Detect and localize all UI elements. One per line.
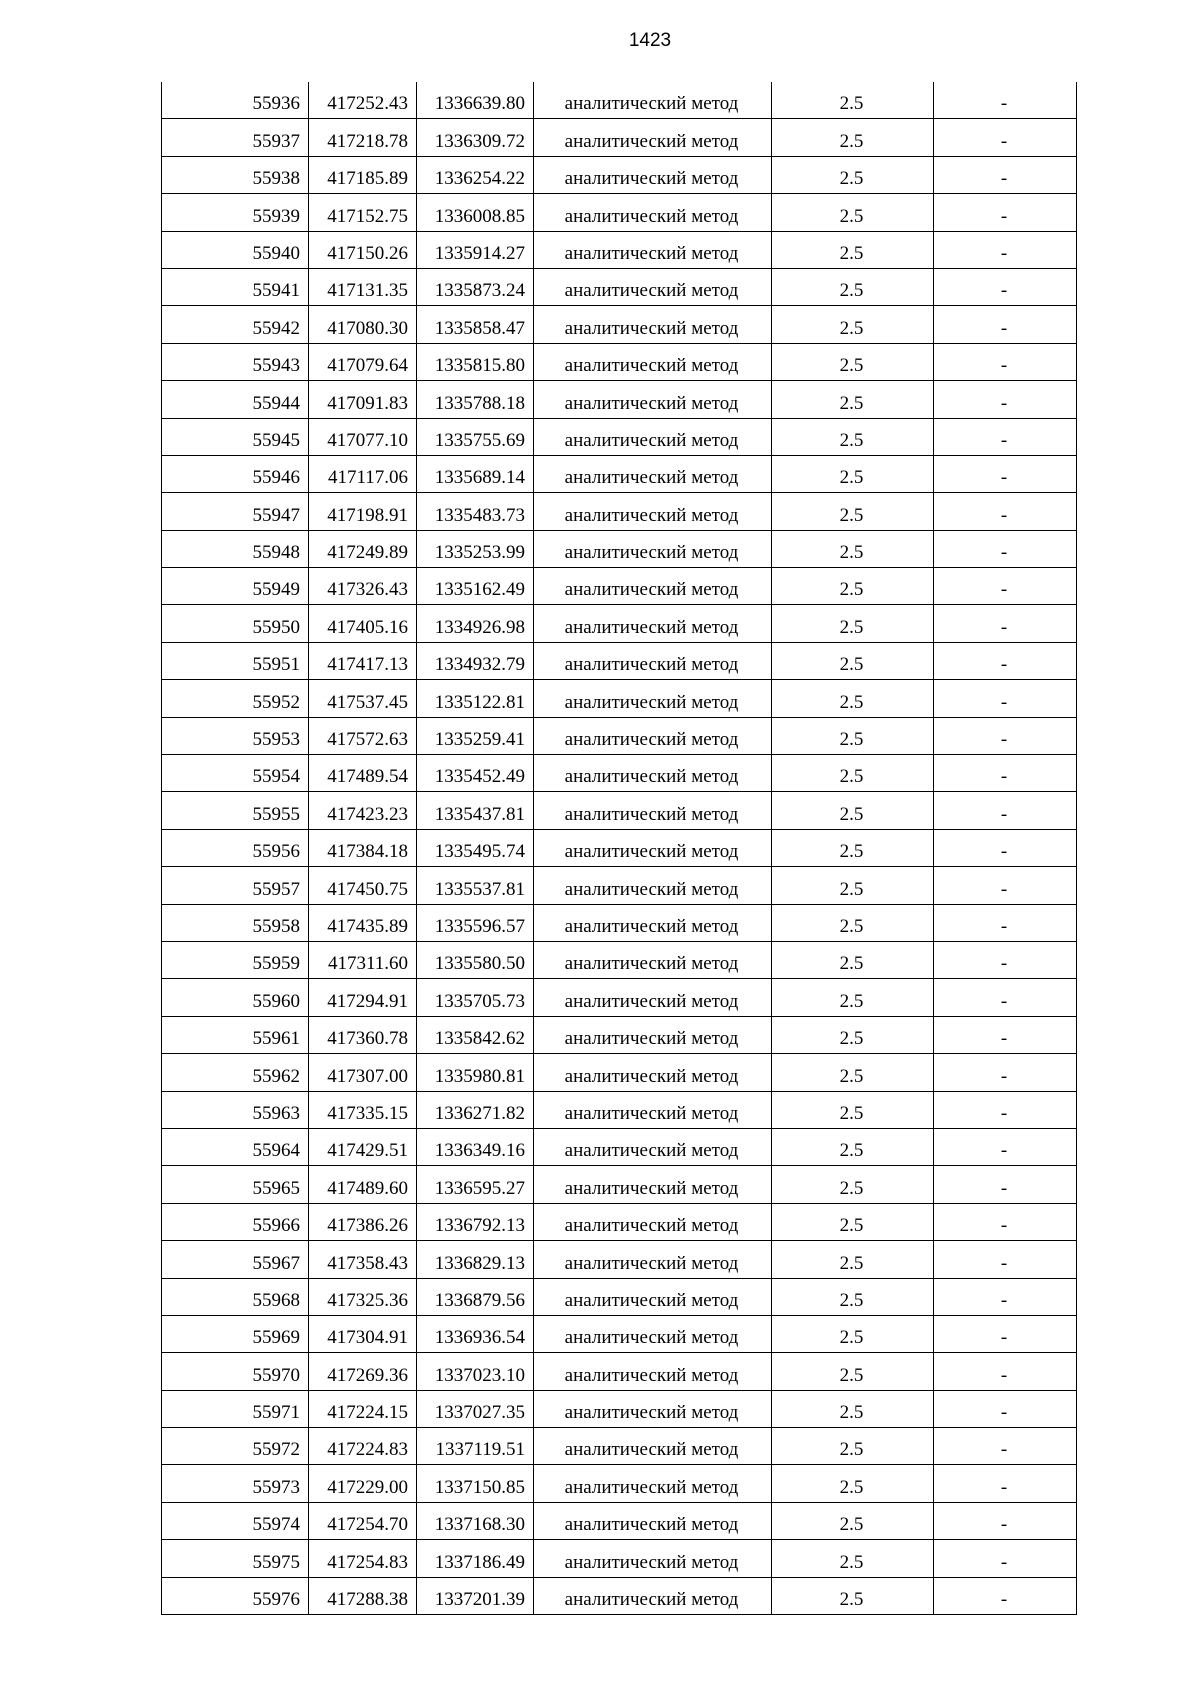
accuracy-cell: 2.5 xyxy=(772,418,934,455)
table-row xyxy=(162,642,1077,679)
x-coordinate-cell: 417450.75 xyxy=(309,867,417,904)
table-row xyxy=(162,268,1077,305)
y-coordinate-cell: 1335705.73 xyxy=(417,979,534,1016)
y-coordinate-cell: 1336879.56 xyxy=(417,1278,534,1315)
note-cell: - xyxy=(934,717,1077,754)
method-cell: аналитический метод xyxy=(534,829,772,866)
point-number-cell: 55947 xyxy=(162,493,309,530)
accuracy-cell: 2.5 xyxy=(772,1540,934,1577)
x-coordinate-cell: 417091.83 xyxy=(309,381,417,418)
method-cell: аналитический метод xyxy=(534,755,772,792)
note-cell: - xyxy=(934,605,1077,642)
y-coordinate-cell: 1335253.99 xyxy=(417,530,534,567)
note-cell: - xyxy=(934,1353,1077,1390)
x-coordinate-cell: 417307.00 xyxy=(309,1054,417,1091)
note-cell: - xyxy=(934,306,1077,343)
accuracy-cell: 2.5 xyxy=(772,82,934,119)
accuracy-cell: 2.5 xyxy=(772,194,934,231)
accuracy-cell: 2.5 xyxy=(772,381,934,418)
y-coordinate-cell: 1335452.49 xyxy=(417,755,534,792)
x-coordinate-cell: 417079.64 xyxy=(309,343,417,380)
x-coordinate-cell: 417489.60 xyxy=(309,1166,417,1203)
accuracy-cell: 2.5 xyxy=(772,717,934,754)
y-coordinate-cell: 1337150.85 xyxy=(417,1465,534,1502)
note-cell: - xyxy=(934,493,1077,530)
method-cell: аналитический метод xyxy=(534,1241,772,1278)
method-cell: аналитический метод xyxy=(534,1577,772,1614)
point-number-cell: 55968 xyxy=(162,1278,309,1315)
method-cell: аналитический метод xyxy=(534,605,772,642)
coordinates-table xyxy=(161,82,1077,1615)
y-coordinate-cell: 1335842.62 xyxy=(417,1016,534,1053)
point-number-cell: 55973 xyxy=(162,1465,309,1502)
method-cell: аналитический метод xyxy=(534,156,772,193)
x-coordinate-cell: 417429.51 xyxy=(309,1128,417,1165)
accuracy-cell: 2.5 xyxy=(772,231,934,268)
accuracy-cell: 2.5 xyxy=(772,1465,934,1502)
method-cell: аналитический метод xyxy=(534,979,772,1016)
x-coordinate-cell: 417325.36 xyxy=(309,1278,417,1315)
accuracy-cell: 2.5 xyxy=(772,1016,934,1053)
table-row xyxy=(162,455,1077,492)
accuracy-cell: 2.5 xyxy=(772,306,934,343)
accuracy-cell: 2.5 xyxy=(772,1166,934,1203)
x-coordinate-cell: 417435.89 xyxy=(309,904,417,941)
x-coordinate-cell: 417229.00 xyxy=(309,1465,417,1502)
table-row xyxy=(162,1502,1077,1539)
table-row xyxy=(162,1390,1077,1427)
method-cell: аналитический метод xyxy=(534,941,772,978)
method-cell: аналитический метод xyxy=(534,268,772,305)
point-number-cell: 55953 xyxy=(162,717,309,754)
table-row xyxy=(162,1016,1077,1053)
table-row xyxy=(162,306,1077,343)
y-coordinate-cell: 1336829.13 xyxy=(417,1241,534,1278)
table-row xyxy=(162,381,1077,418)
method-cell: аналитический метод xyxy=(534,1091,772,1128)
point-number-cell: 55949 xyxy=(162,568,309,605)
table-row xyxy=(162,568,1077,605)
accuracy-cell: 2.5 xyxy=(772,1353,934,1390)
y-coordinate-cell: 1335689.14 xyxy=(417,455,534,492)
accuracy-cell: 2.5 xyxy=(772,1390,934,1427)
note-cell: - xyxy=(934,568,1077,605)
method-cell: аналитический метод xyxy=(534,306,772,343)
accuracy-cell: 2.5 xyxy=(772,1502,934,1539)
point-number-cell: 55959 xyxy=(162,941,309,978)
point-number-cell: 55955 xyxy=(162,792,309,829)
x-coordinate-cell: 417252.43 xyxy=(309,82,417,119)
x-coordinate-cell: 417077.10 xyxy=(309,418,417,455)
note-cell: - xyxy=(934,1502,1077,1539)
note-cell: - xyxy=(934,268,1077,305)
note-cell: - xyxy=(934,418,1077,455)
method-cell: аналитический метод xyxy=(534,82,772,119)
method-cell: аналитический метод xyxy=(534,343,772,380)
x-coordinate-cell: 417131.35 xyxy=(309,268,417,305)
point-number-cell: 55956 xyxy=(162,829,309,866)
table-row xyxy=(162,1203,1077,1240)
y-coordinate-cell: 1335483.73 xyxy=(417,493,534,530)
x-coordinate-cell: 417358.43 xyxy=(309,1241,417,1278)
y-coordinate-cell: 1335858.47 xyxy=(417,306,534,343)
table-row xyxy=(162,717,1077,754)
accuracy-cell: 2.5 xyxy=(772,829,934,866)
table-row xyxy=(162,979,1077,1016)
x-coordinate-cell: 417294.91 xyxy=(309,979,417,1016)
accuracy-cell: 2.5 xyxy=(772,1128,934,1165)
x-coordinate-cell: 417152.75 xyxy=(309,194,417,231)
method-cell: аналитический метод xyxy=(534,1128,772,1165)
accuracy-cell: 2.5 xyxy=(772,605,934,642)
method-cell: аналитический метод xyxy=(534,1278,772,1315)
point-number-cell: 55966 xyxy=(162,1203,309,1240)
accuracy-cell: 2.5 xyxy=(772,119,934,156)
y-coordinate-cell: 1337201.39 xyxy=(417,1577,534,1614)
method-cell: аналитический метод xyxy=(534,493,772,530)
y-coordinate-cell: 1337168.30 xyxy=(417,1502,534,1539)
point-number-cell: 55937 xyxy=(162,119,309,156)
table-row xyxy=(162,1540,1077,1577)
method-cell: аналитический метод xyxy=(534,381,772,418)
y-coordinate-cell: 1336792.13 xyxy=(417,1203,534,1240)
x-coordinate-cell: 417311.60 xyxy=(309,941,417,978)
y-coordinate-cell: 1335580.50 xyxy=(417,941,534,978)
y-coordinate-cell: 1336639.80 xyxy=(417,82,534,119)
note-cell: - xyxy=(934,1166,1077,1203)
accuracy-cell: 2.5 xyxy=(772,1241,934,1278)
note-cell: - xyxy=(934,1241,1077,1278)
y-coordinate-cell: 1335162.49 xyxy=(417,568,534,605)
point-number-cell: 55944 xyxy=(162,381,309,418)
note-cell: - xyxy=(934,194,1077,231)
y-coordinate-cell: 1336008.85 xyxy=(417,194,534,231)
method-cell: аналитический метод xyxy=(534,642,772,679)
note-cell: - xyxy=(934,829,1077,866)
table-row xyxy=(162,1315,1077,1352)
table-row xyxy=(162,1128,1077,1165)
method-cell: аналитический метод xyxy=(534,904,772,941)
table-row xyxy=(162,755,1077,792)
y-coordinate-cell: 1336349.16 xyxy=(417,1128,534,1165)
note-cell: - xyxy=(934,119,1077,156)
table-row xyxy=(162,1278,1077,1315)
note-cell: - xyxy=(934,792,1077,829)
method-cell: аналитический метод xyxy=(534,1353,772,1390)
y-coordinate-cell: 1334932.79 xyxy=(417,642,534,679)
point-number-cell: 55970 xyxy=(162,1353,309,1390)
note-cell: - xyxy=(934,1390,1077,1427)
note-cell: - xyxy=(934,1203,1077,1240)
point-number-cell: 55972 xyxy=(162,1428,309,1465)
method-cell: аналитический метод xyxy=(534,418,772,455)
note-cell: - xyxy=(934,1577,1077,1614)
point-number-cell: 55945 xyxy=(162,418,309,455)
point-number-cell: 55963 xyxy=(162,1091,309,1128)
accuracy-cell: 2.5 xyxy=(772,642,934,679)
note-cell: - xyxy=(934,455,1077,492)
y-coordinate-cell: 1337027.35 xyxy=(417,1390,534,1427)
x-coordinate-cell: 417185.89 xyxy=(309,156,417,193)
point-number-cell: 55943 xyxy=(162,343,309,380)
y-coordinate-cell: 1336271.82 xyxy=(417,1091,534,1128)
x-coordinate-cell: 417254.70 xyxy=(309,1502,417,1539)
method-cell: аналитический метод xyxy=(534,1502,772,1539)
table-row xyxy=(162,1428,1077,1465)
table-row xyxy=(162,941,1077,978)
accuracy-cell: 2.5 xyxy=(772,867,934,904)
table-row xyxy=(162,867,1077,904)
point-number-cell: 55965 xyxy=(162,1166,309,1203)
point-number-cell: 55960 xyxy=(162,979,309,1016)
point-number-cell: 55936 xyxy=(162,82,309,119)
note-cell: - xyxy=(934,1128,1077,1165)
point-number-cell: 55948 xyxy=(162,530,309,567)
y-coordinate-cell: 1336936.54 xyxy=(417,1315,534,1352)
method-cell: аналитический метод xyxy=(534,1390,772,1427)
y-coordinate-cell: 1335914.27 xyxy=(417,231,534,268)
table-row xyxy=(162,1465,1077,1502)
note-cell: - xyxy=(934,642,1077,679)
x-coordinate-cell: 417254.83 xyxy=(309,1540,417,1577)
point-number-cell: 55957 xyxy=(162,867,309,904)
y-coordinate-cell: 1335596.57 xyxy=(417,904,534,941)
accuracy-cell: 2.5 xyxy=(772,1278,934,1315)
x-coordinate-cell: 417489.54 xyxy=(309,755,417,792)
table-row xyxy=(162,194,1077,231)
y-coordinate-cell: 1335980.81 xyxy=(417,1054,534,1091)
point-number-cell: 55941 xyxy=(162,268,309,305)
x-coordinate-cell: 417117.06 xyxy=(309,455,417,492)
accuracy-cell: 2.5 xyxy=(772,568,934,605)
x-coordinate-cell: 417304.91 xyxy=(309,1315,417,1352)
note-cell: - xyxy=(934,979,1077,1016)
accuracy-cell: 2.5 xyxy=(772,1203,934,1240)
method-cell: аналитический метод xyxy=(534,717,772,754)
table-row xyxy=(162,680,1077,717)
y-coordinate-cell: 1336595.27 xyxy=(417,1166,534,1203)
y-coordinate-cell: 1336309.72 xyxy=(417,119,534,156)
accuracy-cell: 2.5 xyxy=(772,755,934,792)
y-coordinate-cell: 1335788.18 xyxy=(417,381,534,418)
x-coordinate-cell: 417360.78 xyxy=(309,1016,417,1053)
accuracy-cell: 2.5 xyxy=(772,1577,934,1614)
x-coordinate-cell: 417288.38 xyxy=(309,1577,417,1614)
x-coordinate-cell: 417224.83 xyxy=(309,1428,417,1465)
note-cell: - xyxy=(934,381,1077,418)
method-cell: аналитический метод xyxy=(534,680,772,717)
point-number-cell: 55939 xyxy=(162,194,309,231)
y-coordinate-cell: 1335259.41 xyxy=(417,717,534,754)
x-coordinate-cell: 417572.63 xyxy=(309,717,417,754)
point-number-cell: 55951 xyxy=(162,642,309,679)
note-cell: - xyxy=(934,1278,1077,1315)
x-coordinate-cell: 417198.91 xyxy=(309,493,417,530)
method-cell: аналитический метод xyxy=(534,119,772,156)
y-coordinate-cell: 1335437.81 xyxy=(417,792,534,829)
accuracy-cell: 2.5 xyxy=(772,156,934,193)
note-cell: - xyxy=(934,1428,1077,1465)
note-cell: - xyxy=(934,941,1077,978)
x-coordinate-cell: 417249.89 xyxy=(309,530,417,567)
accuracy-cell: 2.5 xyxy=(772,493,934,530)
table-row xyxy=(162,605,1077,642)
note-cell: - xyxy=(934,82,1077,119)
x-coordinate-cell: 417384.18 xyxy=(309,829,417,866)
table-row xyxy=(162,156,1077,193)
table-row xyxy=(162,82,1077,119)
table-row xyxy=(162,231,1077,268)
method-cell: аналитический метод xyxy=(534,231,772,268)
y-coordinate-cell: 1335873.24 xyxy=(417,268,534,305)
accuracy-cell: 2.5 xyxy=(772,941,934,978)
point-number-cell: 55958 xyxy=(162,904,309,941)
accuracy-cell: 2.5 xyxy=(772,792,934,829)
point-number-cell: 55962 xyxy=(162,1054,309,1091)
y-coordinate-cell: 1336254.22 xyxy=(417,156,534,193)
y-coordinate-cell: 1334926.98 xyxy=(417,605,534,642)
point-number-cell: 55950 xyxy=(162,605,309,642)
x-coordinate-cell: 417326.43 xyxy=(309,568,417,605)
coordinates-table-body xyxy=(162,82,1077,1615)
method-cell: аналитический метод xyxy=(534,194,772,231)
x-coordinate-cell: 417150.26 xyxy=(309,231,417,268)
note-cell: - xyxy=(934,343,1077,380)
point-number-cell: 55952 xyxy=(162,680,309,717)
method-cell: аналитический метод xyxy=(534,1540,772,1577)
point-number-cell: 55971 xyxy=(162,1390,309,1427)
x-coordinate-cell: 417269.36 xyxy=(309,1353,417,1390)
table-row xyxy=(162,493,1077,530)
table-row xyxy=(162,1166,1077,1203)
note-cell: - xyxy=(934,867,1077,904)
note-cell: - xyxy=(934,1016,1077,1053)
table-row xyxy=(162,1241,1077,1278)
note-cell: - xyxy=(934,904,1077,941)
note-cell: - xyxy=(934,1091,1077,1128)
accuracy-cell: 2.5 xyxy=(772,979,934,1016)
method-cell: аналитический метод xyxy=(534,1428,772,1465)
y-coordinate-cell: 1335122.81 xyxy=(417,680,534,717)
method-cell: аналитический метод xyxy=(534,867,772,904)
y-coordinate-cell: 1335537.81 xyxy=(417,867,534,904)
table-row xyxy=(162,1577,1077,1614)
point-number-cell: 55969 xyxy=(162,1315,309,1352)
method-cell: аналитический метод xyxy=(534,530,772,567)
note-cell: - xyxy=(934,156,1077,193)
point-number-cell: 55967 xyxy=(162,1241,309,1278)
point-number-cell: 55961 xyxy=(162,1016,309,1053)
table-row xyxy=(162,119,1077,156)
accuracy-cell: 2.5 xyxy=(772,1091,934,1128)
point-number-cell: 55942 xyxy=(162,306,309,343)
table-row xyxy=(162,792,1077,829)
x-coordinate-cell: 417218.78 xyxy=(309,119,417,156)
point-number-cell: 55976 xyxy=(162,1577,309,1614)
note-cell: - xyxy=(934,680,1077,717)
point-number-cell: 55964 xyxy=(162,1128,309,1165)
accuracy-cell: 2.5 xyxy=(772,1428,934,1465)
method-cell: аналитический метод xyxy=(534,1016,772,1053)
method-cell: аналитический метод xyxy=(534,1465,772,1502)
x-coordinate-cell: 417423.23 xyxy=(309,792,417,829)
accuracy-cell: 2.5 xyxy=(772,1315,934,1352)
method-cell: аналитический метод xyxy=(534,1203,772,1240)
x-coordinate-cell: 417417.13 xyxy=(309,642,417,679)
x-coordinate-cell: 417224.15 xyxy=(309,1390,417,1427)
accuracy-cell: 2.5 xyxy=(772,455,934,492)
method-cell: аналитический метод xyxy=(534,1315,772,1352)
note-cell: - xyxy=(934,755,1077,792)
page-number: 1423 xyxy=(628,30,672,51)
method-cell: аналитический метод xyxy=(534,792,772,829)
y-coordinate-cell: 1335815.80 xyxy=(417,343,534,380)
method-cell: аналитический метод xyxy=(534,568,772,605)
point-number-cell: 55974 xyxy=(162,1502,309,1539)
x-coordinate-cell: 417405.16 xyxy=(309,605,417,642)
point-number-cell: 55975 xyxy=(162,1540,309,1577)
x-coordinate-cell: 417080.30 xyxy=(309,306,417,343)
method-cell: аналитический метод xyxy=(534,455,772,492)
note-cell: - xyxy=(934,1054,1077,1091)
note-cell: - xyxy=(934,1315,1077,1352)
x-coordinate-cell: 417386.26 xyxy=(309,1203,417,1240)
point-number-cell: 55938 xyxy=(162,156,309,193)
y-coordinate-cell: 1337119.51 xyxy=(417,1428,534,1465)
table-row xyxy=(162,904,1077,941)
accuracy-cell: 2.5 xyxy=(772,268,934,305)
accuracy-cell: 2.5 xyxy=(772,904,934,941)
x-coordinate-cell: 417537.45 xyxy=(309,680,417,717)
method-cell: аналитический метод xyxy=(534,1054,772,1091)
y-coordinate-cell: 1337186.49 xyxy=(417,1540,534,1577)
table-row xyxy=(162,1091,1077,1128)
method-cell: аналитический метод xyxy=(534,1166,772,1203)
x-coordinate-cell: 417335.15 xyxy=(309,1091,417,1128)
note-cell: - xyxy=(934,231,1077,268)
y-coordinate-cell: 1335755.69 xyxy=(417,418,534,455)
note-cell: - xyxy=(934,1540,1077,1577)
y-coordinate-cell: 1335495.74 xyxy=(417,829,534,866)
table-row xyxy=(162,530,1077,567)
table-row xyxy=(162,1353,1077,1390)
table-row xyxy=(162,829,1077,866)
y-coordinate-cell: 1337023.10 xyxy=(417,1353,534,1390)
point-number-cell: 55940 xyxy=(162,231,309,268)
accuracy-cell: 2.5 xyxy=(772,530,934,567)
point-number-cell: 55946 xyxy=(162,455,309,492)
accuracy-cell: 2.5 xyxy=(772,680,934,717)
note-cell: - xyxy=(934,530,1077,567)
table-row xyxy=(162,418,1077,455)
accuracy-cell: 2.5 xyxy=(772,1054,934,1091)
point-number-cell: 55954 xyxy=(162,755,309,792)
table-row xyxy=(162,343,1077,380)
note-cell: - xyxy=(934,1465,1077,1502)
table-row xyxy=(162,1054,1077,1091)
accuracy-cell: 2.5 xyxy=(772,343,934,380)
